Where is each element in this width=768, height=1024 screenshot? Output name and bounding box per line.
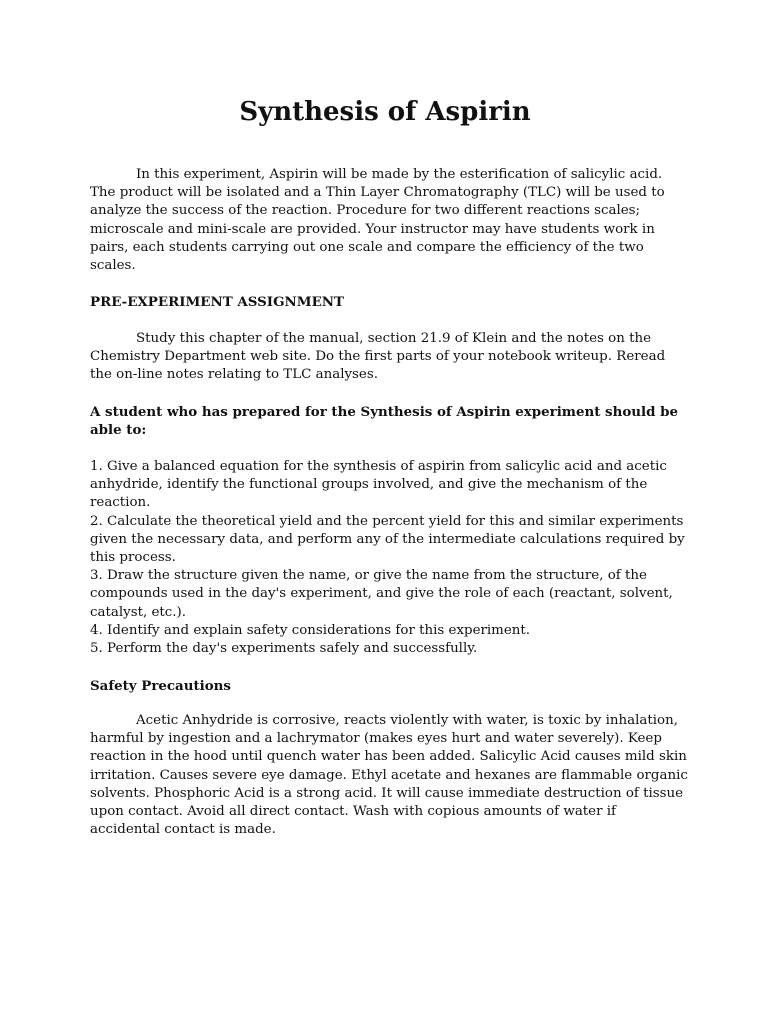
pre-assignment-paragraph: Study this chapter of the manual, section 21.9 of Klein and the notes on the Chemistry Department web site. Do the first parts of your notebook writeup. Reread the on-line notes relating to TLC analyses. xyxy=(90,331,666,383)
list-item: 2. Calculate the theoretical yield and the percent yield for this and similar experiments given the necessary data, and perform any of the intermediate calculations required by this process. xyxy=(90,513,685,566)
safety-heading: Safety Precautions xyxy=(90,678,231,694)
list-item: 1. Give a balanced equation for the synthesis of aspirin from salicylic acid and acetic anhydride, identify the functional groups involved, and give the mechanism of the reaction. xyxy=(90,459,667,511)
list-item: 3. Draw the structure given the name, or give the name from the structure, of the compounds used in the day's experiment, and give the role of each (reactant, solvent, catalyst, etc.). xyxy=(90,568,673,620)
pre-assignment-heading: PRE-EXPERIMENT ASSIGNMENT xyxy=(90,294,344,310)
page-title: Synthesis of Aspirin xyxy=(239,97,531,127)
list-item: 5. Perform the day's experiments safely and successfully. xyxy=(90,641,478,657)
list-item: 4. Identify and explain safety considerations for this experiment. xyxy=(90,622,531,638)
objectives-heading: A student who has prepared for the Synthesis of Aspirin experiment should be able to: xyxy=(90,404,678,439)
objectives-list xyxy=(90,458,690,658)
safety-paragraph: Acetic Anhydride is corrosive, reacts violently with water, is toxic by inhalation, harmful by ingestion and a lachrymator (makes eyes hurt and water severely). Keep reaction in the hood until quench water has been added. Salicylic Acid causes mild skin irritation. Causes severe eye damage. Ethyl acetate and hexanes are flammable organic solvents. Phosphoric Acid is a strong acid. It will cause immediate destruction of tissue upon contact. Avoid all direct contact. Wash with copious amounts of water if accidental contact is made. xyxy=(90,713,688,838)
intro-paragraph: In this experiment, Aspirin will be made by the esterification of salicylic acid. The product will be isolated and a Thin Layer Chromatography (TLC) will be used to analyze the success of the reaction. Procedure for two different reactions scales; microscale and mini-scale are provided. Your instructor may have students work in pairs, each students carrying out one scale and compare the efficiency of the two scales. xyxy=(90,167,665,274)
